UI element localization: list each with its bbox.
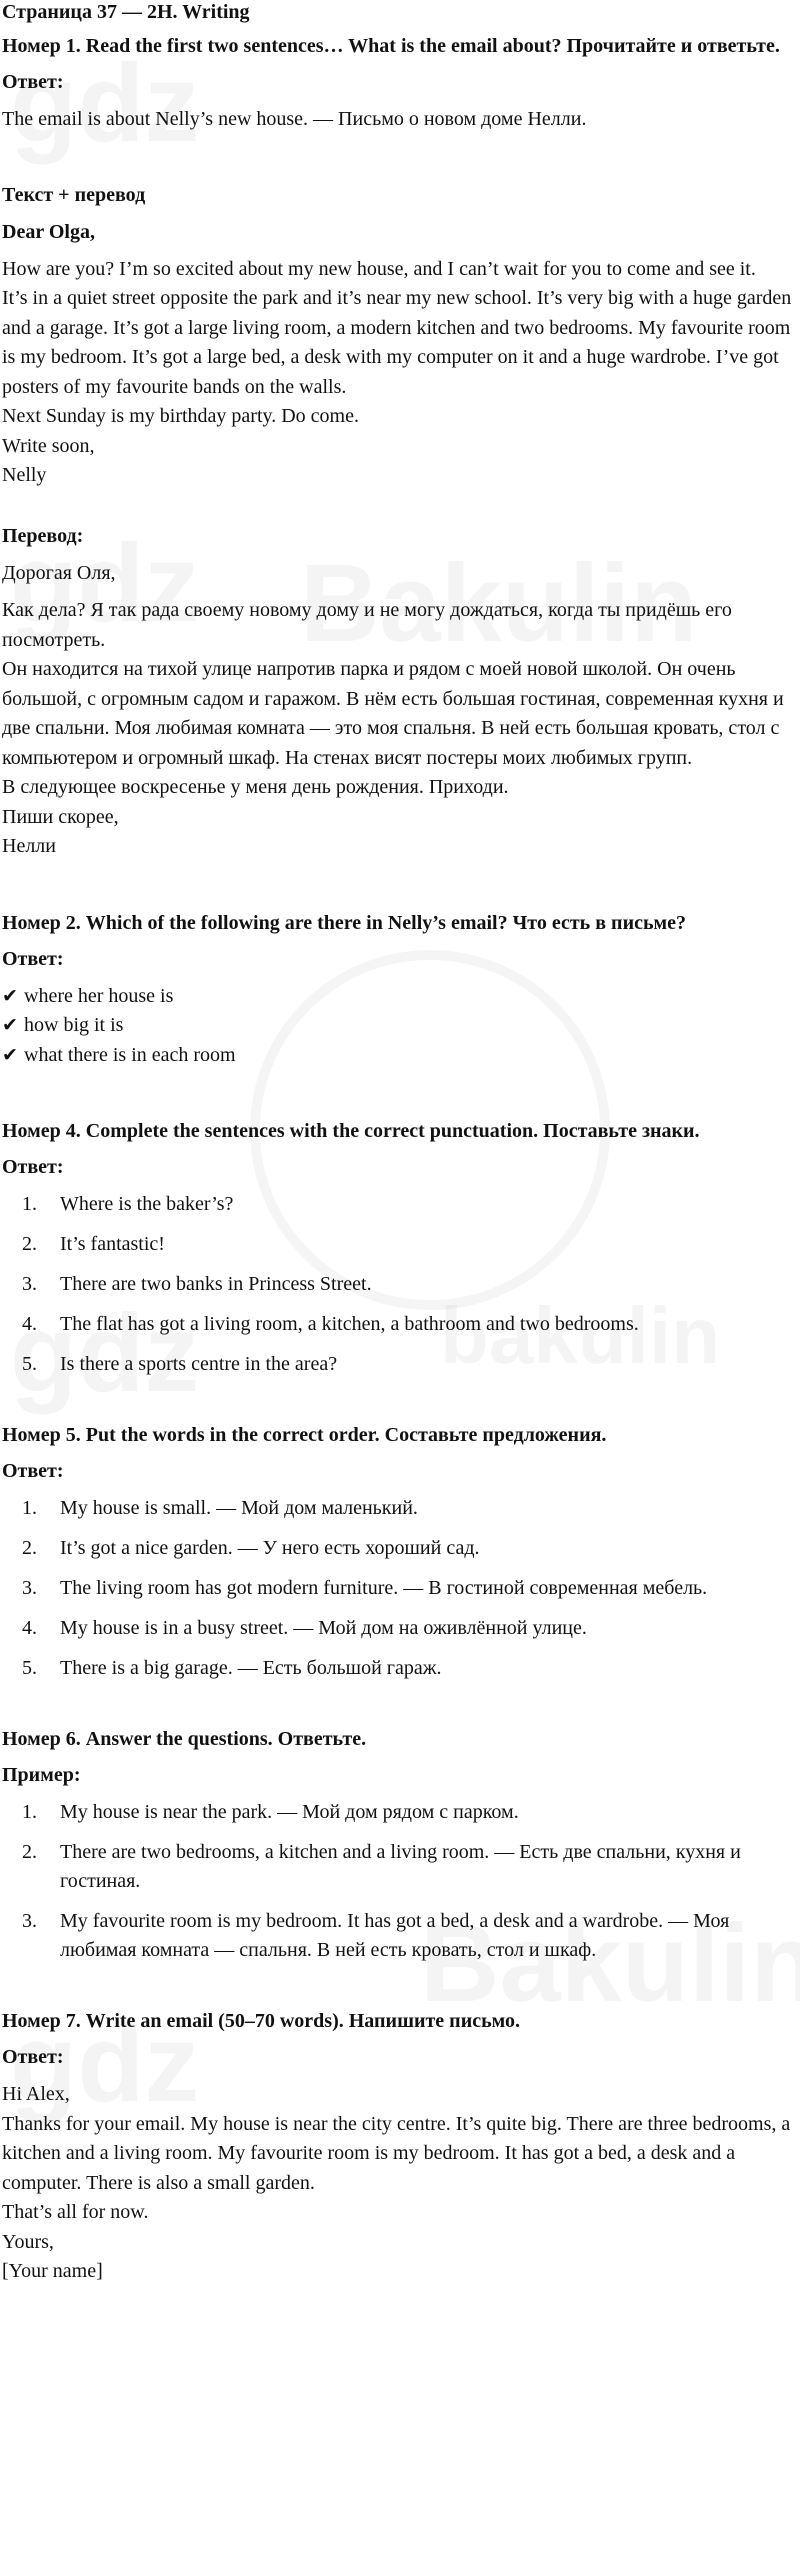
task-6-example-label: Пример: (2, 1764, 81, 1786)
list-item: 3. There are two banks in Princess Street. (22, 1273, 372, 1295)
translation-paragraph: Как дела? Я так рада своему новому дому и не могу дождаться, когда ты придёшь его посмотреть. (2, 599, 732, 651)
task-1 (2, 32, 792, 862)
task-2-answer-label: Ответ: (2, 947, 64, 970)
list-item: 2. It’s got a nice garden. — У него есть хороший сад. (22, 1537, 480, 1559)
email-greeting: Dear Olga, (2, 220, 95, 243)
task-2 (2, 909, 792, 1071)
task-2-question: Номер 2. Which of the following are there in Nelly’s email? Что есть в письме? (2, 911, 687, 934)
email-line: Yours, (2, 2230, 54, 2253)
list-item: 2. It’s fantastic! (22, 1233, 165, 1255)
list-item: 4. My house is in a busy street. — Мой дом на оживлённой улице. (22, 1617, 587, 1639)
translation-signature: Нелли (2, 835, 56, 857)
task-1-answer: The email is about Nelly’s new house. — Письмо о новом доме Нелли. (2, 108, 587, 130)
email-line: Hi Alex, (2, 2083, 70, 2105)
task-6 (2, 1725, 792, 1965)
task-4-answer-label: Ответ: (2, 1156, 64, 1178)
list-item: 5. There is a big garage. — Есть большой гараж. (22, 1657, 442, 1679)
task-1-question: Номер 1. Read the first two sentences… What is the email about? Прочитайте и ответьте. (2, 35, 780, 57)
task-5-question: Номер 5. Put the words in the correct order. Составьте предложения. (2, 1424, 607, 1446)
list-item: 3. My favourite room is my bedroom. It has got a bed, a desk and a wardrobe. — Моя любимая комната — спальня. В ней есть кровать, стол и шкаф. (22, 1910, 730, 1961)
task-7-answer-label: Ответ: (2, 2046, 64, 2068)
email-line: Thanks for your email. My house is near the city centre. It’s quite big. There are three bedrooms, a kitchen and a living room. My favourite room is my bedroom. It has got a bed, a desk and a computer. There is also a small garden. (2, 2112, 791, 2194)
email-paragraph: Next Sunday is my birthday party. Do come. (2, 405, 359, 427)
task-7 (2, 2007, 792, 2287)
list-item: 1. My house is near the park. — Мой дом рядом с парком. (22, 1801, 519, 1823)
email-paragraph: How are you? I’m so excited about my new house, and I can’t wait for you to come and see it. (2, 257, 756, 280)
translation-paragraph: В следующее воскресенье у меня день рождения. Приходи. (2, 776, 509, 798)
task-1-answer-label: Ответ: (2, 71, 64, 93)
list-item: 3. The living room has got modern furniture. — В гостиной современная мебель. (22, 1577, 708, 1599)
check-icon: ✔ (2, 1043, 18, 1066)
task-5-answer-label: Ответ: (2, 1460, 64, 1482)
email-paragraph: Write soon, (2, 434, 95, 457)
task-6-answer-list (2, 1798, 792, 1965)
task-7-question: Номер 7. Write an email (50–70 words). Напишите письмо. (2, 2010, 521, 2032)
list-item: 2. There are two bedrooms, a kitchen and a living room. — Есть две спальни, кухня и гостиная. (22, 1841, 741, 1892)
email-paragraph: It’s in a quiet street opposite the park and it’s near my new school. It’s very big with a huge garden and a garage. It’s got a large living room, a modern kitchen and two bedrooms. My favourite room is my bedroom. It’s got a large bed, a desk with my computer on it and a huge wardrobe. I’ve got posters of my favourite bands on the walls. (2, 287, 792, 398)
task-5-answer-list (2, 1494, 792, 1683)
checklist-item: ✔ where her house is (2, 982, 792, 1012)
translation-paragraph: Он находится на тихой улице напротив парка и рядом с моей новой школой. Он очень большой, с огромным садом и гаражом. В нём есть большая гостиная, современная кухня и две спальни. Моя любимая комната — это моя спальня. В ней есть большая кровать, стол с компьютером и огромный шкаф. На стенах висят постеры моих любимых групп. (2, 658, 784, 769)
email-line: [Your name] (2, 2260, 103, 2282)
task-4-answer-list (2, 1190, 792, 1379)
list-item: 1. My house is small. — Мой дом маленький. (22, 1497, 418, 1519)
translation-greeting: Дорогая Оля, (2, 561, 116, 584)
list-item: 4. The flat has got a living room, a kitchen, a bathroom and two bedrooms. (22, 1313, 639, 1335)
email-signature: Nelly (2, 464, 47, 486)
check-icon: ✔ (2, 984, 18, 1007)
list-item: 5. Is there a sports centre in the area? (22, 1353, 338, 1375)
list-item: 1. Where is the baker’s? (22, 1193, 234, 1215)
checklist-item: ✔ what there is in each room (2, 1041, 792, 1071)
task-5 (2, 1421, 792, 1683)
check-icon: ✔ (2, 1014, 18, 1036)
task-4-question: Номер 4. Complete the sentences with the correct punctuation. Поставьте знаки. (2, 1120, 700, 1142)
checklist-item: ✔ how big it is (2, 1011, 792, 1041)
task-6-question: Номер 6. Answer the questions. Ответьте. (2, 1728, 367, 1750)
translation-label: Перевод: (2, 524, 84, 547)
email-line: That’s all for now. (2, 2201, 149, 2223)
translation-paragraph: Пиши скорее, (2, 805, 119, 828)
task-4 (2, 1117, 792, 1379)
page-title: Страница 37 — 2H. Writing (2, 1, 250, 23)
task-1-text-label: Текст + перевод (2, 183, 146, 206)
